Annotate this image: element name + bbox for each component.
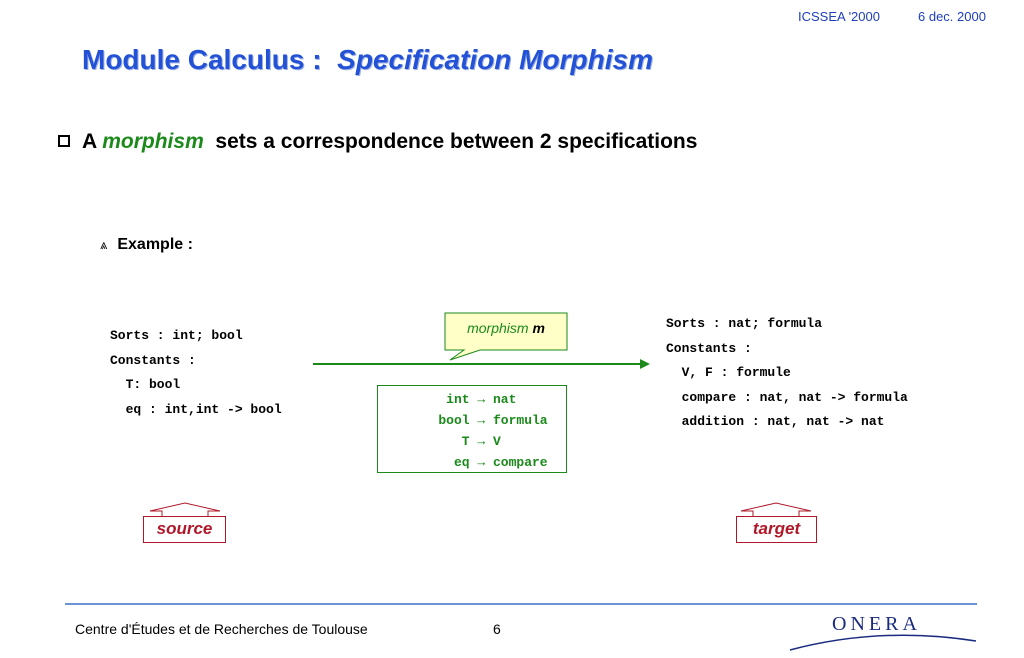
mapping-to: nat (493, 392, 517, 407)
mapping-from: T (461, 434, 470, 449)
morphism-arrow-head (640, 359, 650, 369)
target-up-arrow (741, 503, 811, 516)
callout-text: morphism (467, 320, 529, 336)
mapping-to: V (493, 434, 501, 449)
mapping-row (378, 410, 550, 431)
bullet-post: sets a correspondence between 2 specifications (215, 130, 698, 153)
source-tag: source (143, 516, 226, 543)
right-arrow-icon: → (477, 455, 486, 470)
source-spec-line: Sorts : int; bool (110, 328, 243, 343)
mapping-row (378, 431, 550, 452)
mapping-from: eq (453, 455, 470, 470)
title-part1: Module Calculus : (82, 44, 322, 75)
bullet-pre: A (82, 130, 97, 153)
mapping-to: formula (493, 413, 548, 428)
header-conference: ICSSEA '2000 (798, 9, 880, 24)
target-spec-line: Constants : (666, 340, 752, 356)
onera-logo: ONERA (832, 613, 921, 635)
mapping-row (378, 452, 550, 473)
callout-var: m (532, 320, 545, 336)
mapping-row (378, 389, 550, 410)
footer-institution: Centre d'Études et de Recherches de Toulouse (75, 621, 368, 637)
title-part2: Specification Morphism (337, 44, 653, 75)
source-spec-line: eq : int,int -> bool (110, 401, 282, 417)
right-arrow-icon: → (477, 413, 486, 428)
bullet-emphasis: morphism (102, 130, 204, 153)
right-arrow-icon: → (477, 434, 486, 449)
mapping-from: int (446, 392, 470, 407)
mapping-box (377, 385, 567, 473)
target-spec-line: V, F : formule (666, 365, 791, 380)
source-up-arrow (150, 503, 220, 516)
morphism-callout (445, 320, 567, 336)
example-label: Example : (117, 236, 193, 253)
target-spec-line: addition : nat, nat -> nat (666, 414, 885, 429)
right-arrow-icon: → (477, 392, 486, 407)
target-spec-line: compare : nat, nat -> formula (666, 389, 908, 405)
mapping-to: compare (493, 455, 548, 470)
source-spec-line: Constants : (110, 352, 196, 368)
arrowhead-bullet-icon: ⩓ (100, 237, 108, 252)
onera-swoosh (790, 635, 976, 650)
target-spec-line: Sorts : nat; formula (666, 316, 823, 331)
header-date: 6 dec. 2000 (918, 9, 986, 24)
target-tag: target (736, 516, 817, 543)
source-spec-line: T: bool (110, 377, 181, 392)
page-number: 6 (493, 621, 501, 637)
mapping-from: bool (438, 413, 470, 428)
